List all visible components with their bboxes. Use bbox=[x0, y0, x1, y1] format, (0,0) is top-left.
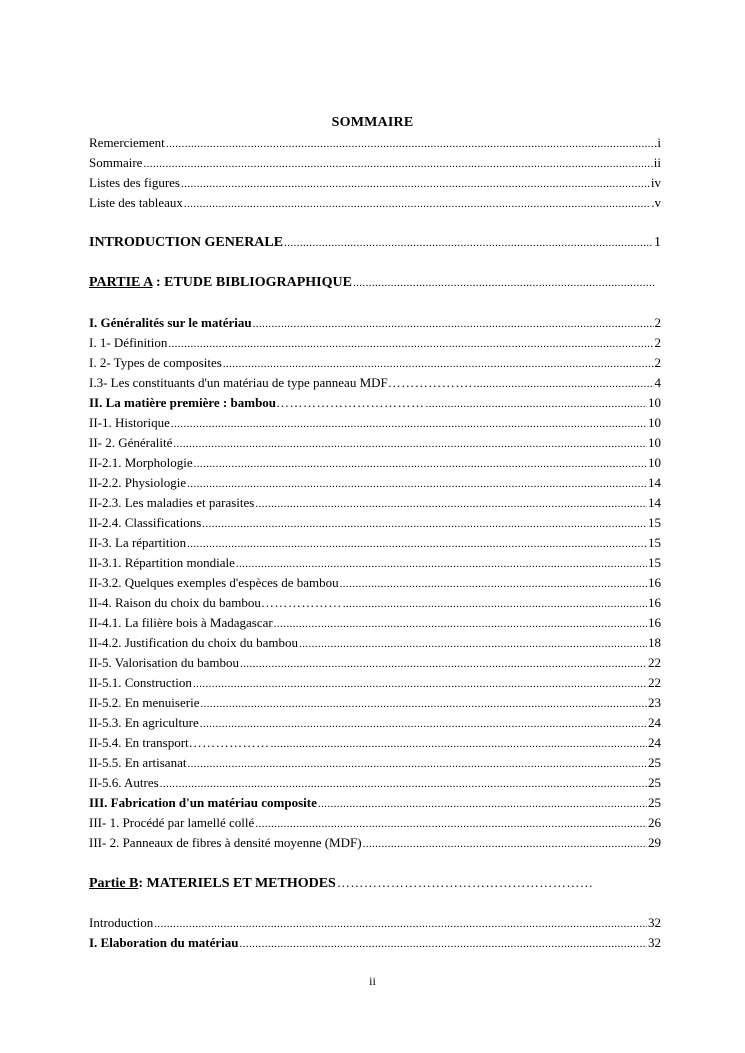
toc-entry-page: 22 bbox=[648, 675, 661, 690]
toc-entry-page: iv bbox=[650, 175, 661, 190]
toc-entry-label bbox=[89, 273, 352, 293]
toc-entry-label: II-4.2. Justification du choix du bambou bbox=[89, 635, 299, 650]
toc-entry-label: II-1. Historique bbox=[89, 415, 170, 430]
toc-entry-label: III- 1. Procédé par lamellé collé bbox=[89, 815, 255, 830]
toc-entry-label: III. Fabrication d'un matériau composite bbox=[89, 795, 317, 810]
toc-section-heading bbox=[89, 233, 661, 253]
dot-leader bbox=[255, 494, 647, 514]
dot-leader bbox=[240, 654, 647, 674]
toc-entry-label: Introduction bbox=[89, 915, 154, 930]
toc-entry bbox=[89, 693, 661, 713]
toc-entry-page: 24 bbox=[648, 715, 661, 730]
toc-entry-page: 10 bbox=[648, 415, 661, 430]
toc-entry bbox=[89, 713, 661, 733]
toc-entry-label: II-2.3. Les maladies et parasites bbox=[89, 495, 255, 510]
toc-entry-label: II-5.3. En agriculture bbox=[89, 715, 199, 730]
toc-entry-label: II. La matière première : bambou bbox=[89, 395, 277, 410]
ellipsis-leader: ……………… bbox=[260, 595, 342, 610]
dot-leader bbox=[194, 454, 647, 474]
dot-leader bbox=[168, 334, 653, 354]
dot-leader bbox=[187, 474, 647, 494]
toc-entry-page: 10 bbox=[648, 435, 661, 450]
spacer bbox=[89, 253, 661, 273]
toc-entry bbox=[89, 433, 661, 453]
toc-entry-page: 23 bbox=[648, 695, 661, 710]
toc-entry-page: 32 bbox=[648, 935, 661, 950]
dot-leader bbox=[200, 694, 647, 714]
spacer bbox=[89, 213, 661, 233]
toc-entry-page: 25 bbox=[648, 795, 661, 810]
dot-leader bbox=[474, 374, 654, 394]
toc-entry-label: II-5.6. Autres bbox=[89, 775, 159, 790]
toc-entry-page: 16 bbox=[648, 575, 661, 590]
toc-entry-page: 16 bbox=[648, 595, 661, 610]
spacer bbox=[89, 893, 661, 913]
dot-leader bbox=[240, 934, 647, 954]
toc-entry bbox=[89, 633, 661, 653]
toc-entry-page: .v bbox=[651, 195, 661, 210]
toc-entry-page: 4 bbox=[654, 375, 661, 390]
toc-entry-label: II-3.2. Quelques exemples d'espèces de bambou bbox=[89, 575, 339, 590]
toc-entry-page: 16 bbox=[648, 615, 661, 630]
toc-entry-label: Liste des tableaux bbox=[89, 195, 183, 210]
toc-entry-label: II-2.4. Classifications bbox=[89, 515, 202, 530]
dot-leader bbox=[253, 314, 654, 334]
toc-entry-label: II-4. Raison du choix du bambou bbox=[89, 595, 261, 610]
toc-entry bbox=[89, 473, 661, 493]
toc-entry bbox=[89, 813, 661, 833]
part-label-rest: : ETUDE BIBLIOGRAPHIQUE bbox=[152, 275, 352, 290]
toc-entry-page: ii bbox=[653, 155, 661, 170]
toc-entry-label: INTRODUCTION GENERALE bbox=[89, 235, 284, 250]
toc-entry bbox=[89, 833, 661, 853]
toc-entry-page: .i bbox=[654, 135, 661, 150]
toc-entry-label: III- 2. Panneaux de fibres à densité moyenne (MDF) bbox=[89, 835, 362, 850]
dot-leader bbox=[187, 534, 647, 554]
toc-entry-page: 15 bbox=[648, 535, 661, 550]
dot-leader bbox=[143, 154, 652, 174]
toc-entry-label: II-5.1. Construction bbox=[89, 675, 192, 690]
dot-leader bbox=[363, 834, 647, 854]
toc-part-heading bbox=[89, 873, 661, 893]
toc-entry-page: 2 bbox=[654, 315, 661, 330]
toc-entry-label: I. 2- Types de composites bbox=[89, 355, 222, 370]
dot-leader bbox=[184, 194, 650, 214]
ellipsis-leader: …………………………… bbox=[276, 395, 425, 410]
dot-leader bbox=[181, 174, 650, 194]
dot-leader bbox=[166, 134, 653, 154]
toc-entry-page: 15 bbox=[648, 555, 661, 570]
toc-entry-label: Listes des figures bbox=[89, 175, 180, 190]
dot-leader bbox=[154, 914, 647, 934]
dot-leader bbox=[236, 554, 647, 574]
toc-entry bbox=[89, 613, 661, 633]
toc-entry-page: 29 bbox=[648, 835, 661, 850]
toc-entry-page: 2 bbox=[654, 335, 661, 350]
dot-leader bbox=[202, 514, 647, 534]
toc-entry-label: II-2.1. Morphologie bbox=[89, 455, 193, 470]
spacer bbox=[89, 853, 661, 873]
ellipsis-leader: ……………… bbox=[188, 735, 270, 750]
toc-entry-label: II-5.4. En transport bbox=[89, 735, 189, 750]
dot-leader bbox=[200, 714, 647, 734]
toc-entry bbox=[89, 933, 661, 953]
toc-entry bbox=[89, 753, 661, 773]
dot-leader bbox=[340, 574, 647, 594]
toc-entry-page: 14 bbox=[648, 475, 661, 490]
ellipsis-leader bbox=[337, 873, 594, 894]
toc-entry-label: Sommaire bbox=[89, 155, 143, 170]
dot-leader bbox=[318, 794, 647, 814]
toc-entry bbox=[89, 133, 661, 153]
toc-entry bbox=[89, 413, 661, 433]
toc-entry bbox=[89, 513, 661, 533]
toc-entry bbox=[89, 793, 661, 813]
toc-entry bbox=[89, 153, 661, 173]
toc-entry-page: 32 bbox=[648, 915, 661, 930]
toc-entry-page: 18 bbox=[648, 635, 661, 650]
dot-leader bbox=[353, 273, 655, 293]
spacer bbox=[89, 293, 661, 313]
toc-entry-label: II-5.5. En artisanat bbox=[89, 755, 187, 770]
dot-leader bbox=[284, 233, 653, 253]
toc-entry-page: 22 bbox=[648, 655, 661, 670]
part-label-rest: : MATERIELS ET METHODES bbox=[138, 876, 336, 891]
dot-leader bbox=[426, 394, 647, 414]
toc-entry bbox=[89, 773, 661, 793]
toc-entry bbox=[89, 393, 661, 413]
toc-entry bbox=[89, 653, 661, 673]
toc-entry-page: 10 bbox=[648, 455, 661, 470]
page-number-footer: ii bbox=[369, 974, 376, 988]
toc-entry bbox=[89, 453, 661, 473]
toc-entry-page: 15 bbox=[648, 515, 661, 530]
toc-entry-page: 14 bbox=[648, 495, 661, 510]
dot-leader bbox=[173, 434, 647, 454]
toc-entry bbox=[89, 373, 661, 393]
part-label-underlined: Partie B bbox=[89, 876, 139, 891]
toc-entry bbox=[89, 333, 661, 353]
dot-leader bbox=[187, 754, 647, 774]
dot-leader bbox=[299, 634, 647, 654]
toc-entry bbox=[89, 193, 661, 213]
toc-entry bbox=[89, 593, 661, 613]
dot-leader bbox=[255, 814, 647, 834]
toc-entry-label: II-2.2. Physiologie bbox=[89, 475, 187, 490]
toc-entry-label: II-3. La répartition bbox=[89, 535, 187, 550]
toc-entry bbox=[89, 173, 661, 193]
dot-leader bbox=[274, 614, 647, 634]
toc-part-heading bbox=[89, 273, 661, 293]
toc-entry-label: I. 1- Définition bbox=[89, 335, 168, 350]
toc-entry bbox=[89, 493, 661, 513]
toc-entry bbox=[89, 913, 661, 933]
toc-entry-label: I.3- Les constituants d'un matériau de type panneau MDF bbox=[89, 375, 388, 390]
dot-leader bbox=[193, 674, 647, 694]
toc-entry-label: I. Généralités sur le matériau bbox=[89, 315, 252, 330]
toc-entry bbox=[89, 553, 661, 573]
toc-entry bbox=[89, 313, 661, 333]
toc-entry-label: II-4.1. La filière bois à Madagascar bbox=[89, 615, 273, 630]
toc-entry-page: 25 bbox=[648, 755, 661, 770]
toc-entry bbox=[89, 533, 661, 553]
toc-entry-page: 26 bbox=[648, 815, 661, 830]
toc-entry-label: Remerciement bbox=[89, 135, 165, 150]
toc-entry bbox=[89, 353, 661, 373]
toc-entry-label: II-5. Valorisation du bambou bbox=[89, 655, 239, 670]
toc-entry-page: 25 bbox=[648, 775, 661, 790]
toc-entry-page: 10 bbox=[648, 395, 661, 410]
dot-leader bbox=[223, 354, 654, 374]
toc-entry-page: 1 bbox=[654, 235, 661, 250]
toc-entry bbox=[89, 733, 661, 753]
dot-leader bbox=[271, 734, 647, 754]
toc-entry-label: I. Elaboration du matériau bbox=[89, 935, 239, 950]
toc-entry-label: II-3.1. Répartition mondiale bbox=[89, 555, 235, 570]
toc-entry-page: 24 bbox=[648, 735, 661, 750]
dot-leader bbox=[171, 414, 647, 434]
ellipsis-leader: ………………. bbox=[387, 375, 473, 390]
dot-leader bbox=[343, 594, 647, 614]
toc-entry-label bbox=[89, 874, 336, 894]
toc-entry-label: II-5.2. En menuiserie bbox=[89, 695, 200, 710]
toc-entry-label: II- 2. Généralité bbox=[89, 435, 173, 450]
part-label-underlined: PARTIE A bbox=[89, 275, 153, 290]
page-title: SOMMAIRE bbox=[331, 115, 414, 130]
toc-entry bbox=[89, 673, 661, 693]
table-of-contents bbox=[89, 133, 661, 953]
dot-leader bbox=[160, 774, 647, 794]
toc-entry bbox=[89, 573, 661, 593]
toc-entry-page: 2 bbox=[654, 355, 661, 370]
